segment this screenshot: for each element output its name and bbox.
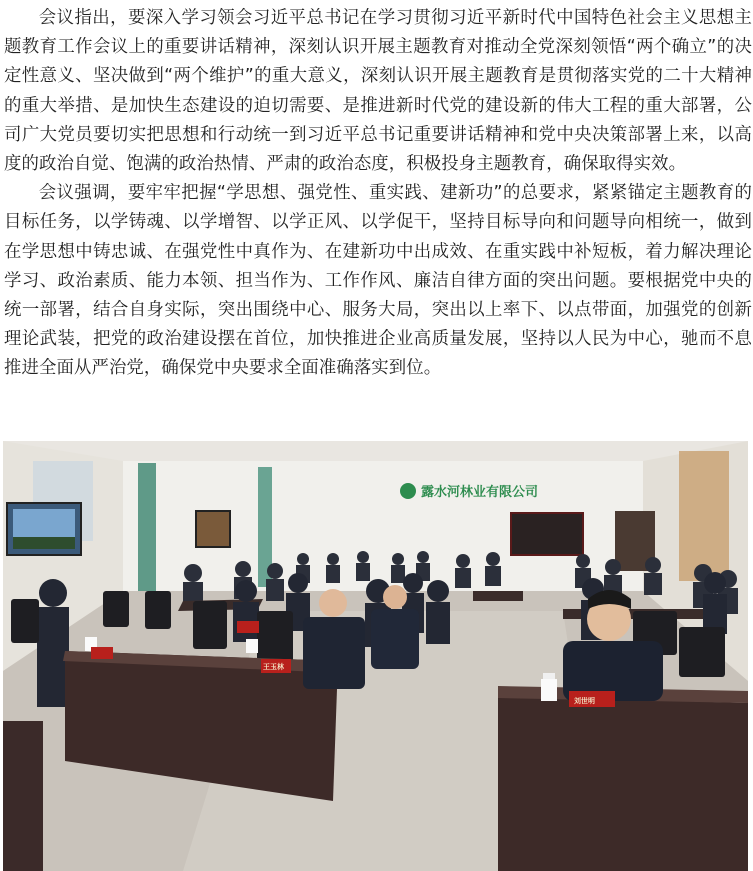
name-plate-1: 王玉林 [263, 662, 284, 671]
meeting-room-illustration [3, 441, 748, 871]
name-plate-2: 刘世明 [574, 696, 595, 705]
article-body [4, 4, 752, 384]
paragraph-2: 会议强调，要牢牢把握“学思想、强党性、重实践、建新功”的总要求，紧紧锚定主题教育的目标任务，以学铸魂、以学增智、以学正风、以学促干，坚持目标导向和问题导向相统一，做到在学思想中铸忠诚、在强党性中真作为、在建新功中出成效、在重实践中补短板，着力解决理论学习、政治素质、能力本领、担当作为、工作作风、廉洁自律方面的突出问题。要根据党中央的统一部署，结合自身实际，突出围绕中心、服务大局，突出以上率下、以点带面，加强党的创新理论武装，把党的政治建设摆在首位，加快推进企业高质量发展，坚持以人民为中心，驰而不息推进全面从严治党，确保党中央要求全面准确落实到位。 [4, 183, 752, 379]
paragraph-1: 会议指出，要深入学习领会习近平总书记在学习贯彻习近平新时代中国特色社会主义思想主题教育工作会议上的重要讲话精神，深刻认识开展主题教育对推动全党深刻领悟“两个确立”的决定性意义、坚决做到“两个维护”的重大意义，深刻认识开展主题教育是贯彻落实党的二十大精神的重大举措、是加快生态建设的迫切需要、是推进新时代党的建设新的伟大工程的重大部署，公司广大党员要切实把思想和行动统一到习近平总书记重要讲话精神和党中央决策部署上来，以高度的政治自觉、饱满的政治热情、严肃的政治态度，积极投身主题教育，确保取得实效。 [4, 8, 752, 175]
wall-sign-text: 露水河林业有限公司 [421, 485, 539, 500]
meeting-photo [3, 441, 748, 871]
